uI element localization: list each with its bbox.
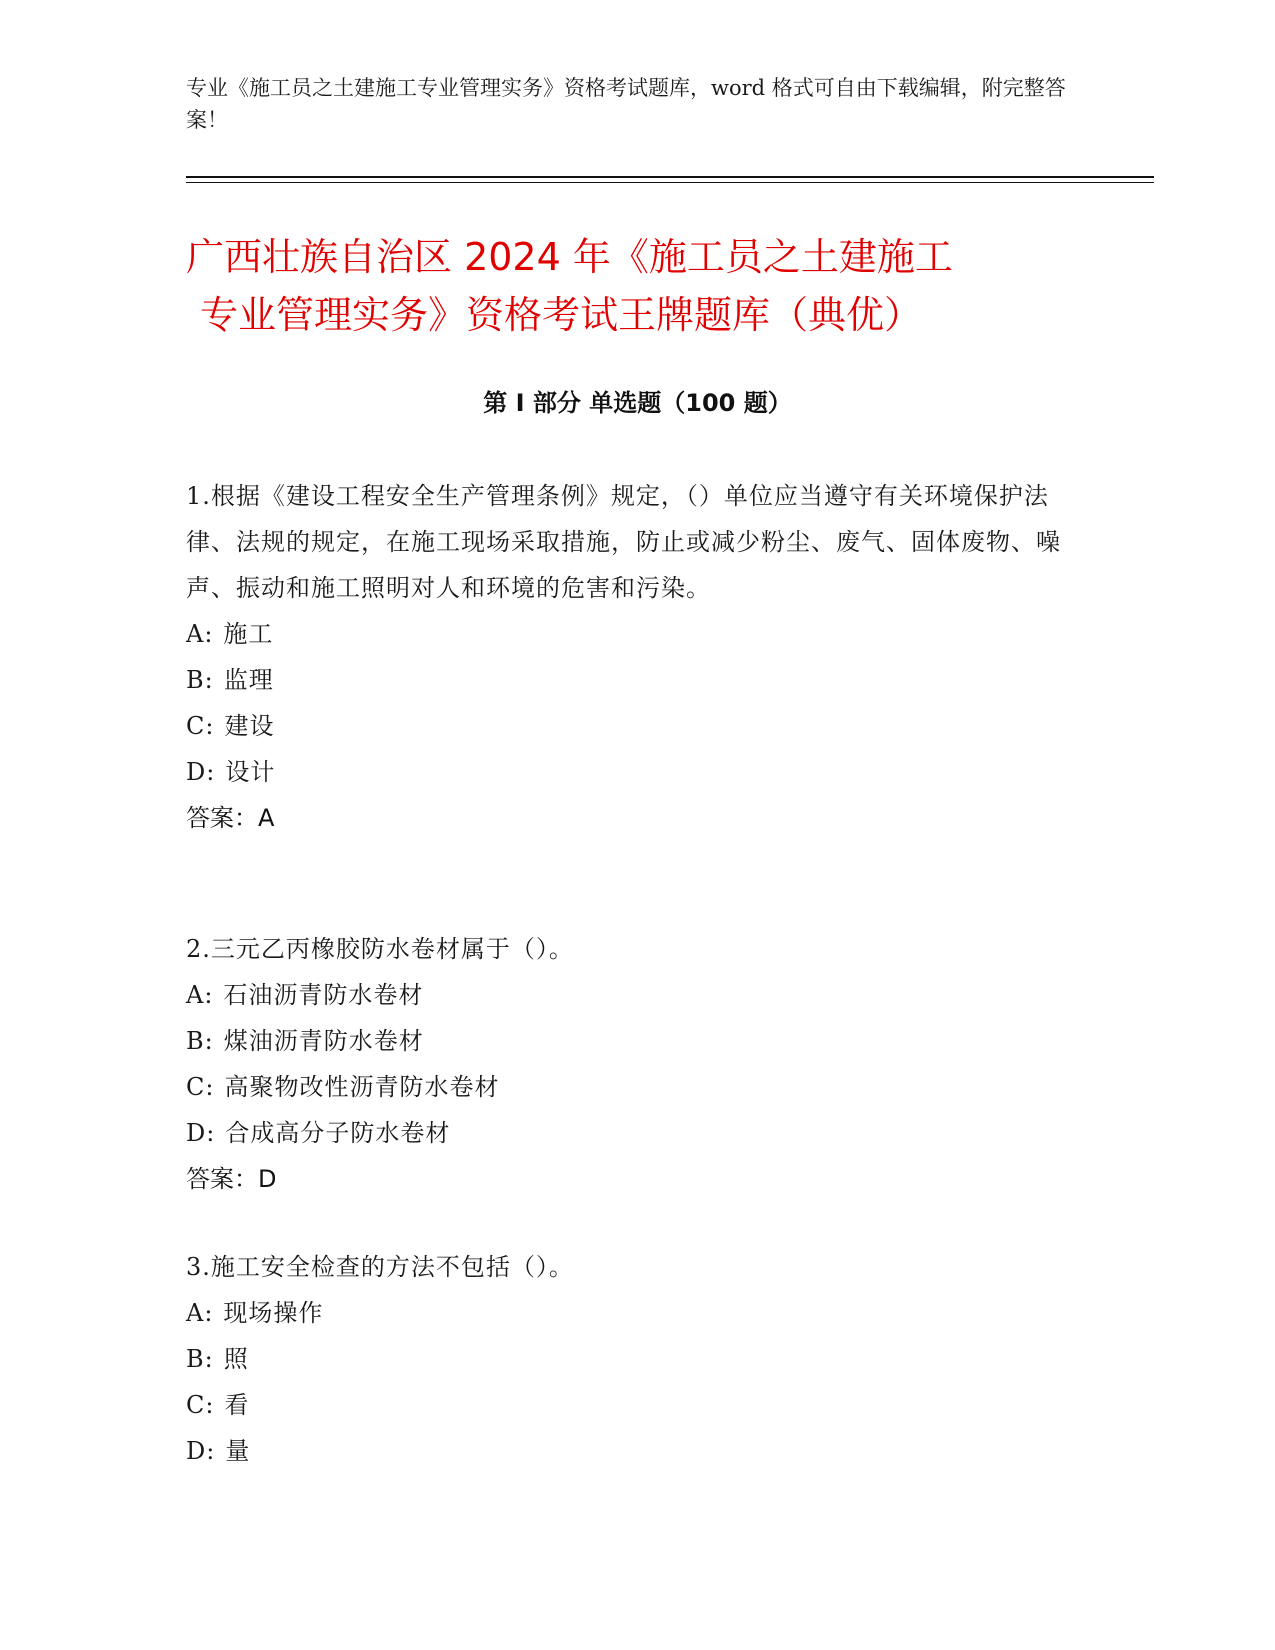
question-stem: 3.施工安全检查的方法不包括（）。 xyxy=(186,1253,574,1281)
option-b xyxy=(186,1018,1066,1064)
option-text: 高聚物改性沥青防水卷材 xyxy=(224,1073,500,1101)
question-3 xyxy=(186,1244,1066,1474)
option-text: 监理 xyxy=(223,666,274,694)
option-a xyxy=(186,972,1066,1018)
section-heading: 第 I 部分 单选题（100 题） xyxy=(483,389,792,417)
option-text: 煤油沥青防水卷材 xyxy=(223,1027,424,1055)
option-key: A: xyxy=(186,620,214,648)
option-key: C: xyxy=(186,1391,215,1419)
option-a xyxy=(186,611,1066,657)
option-key: D: xyxy=(186,758,216,786)
header-rule-thick xyxy=(186,176,1154,178)
option-d xyxy=(186,1110,1066,1156)
option-key: D: xyxy=(186,1119,216,1147)
title-line-2: 专业管理实务》资格考试王牌题库（典优） xyxy=(200,293,923,337)
question-2 xyxy=(186,926,1066,1202)
option-text: 照 xyxy=(223,1345,249,1373)
option-key: B: xyxy=(186,1027,214,1055)
title-line-1: 广西壮族自治区 2024 年《施工员之土建施工 xyxy=(186,235,953,279)
option-text: 合成高分子防水卷材 xyxy=(225,1119,451,1147)
option-key: A: xyxy=(186,1299,214,1327)
option-text: 石油沥青防水卷材 xyxy=(223,981,424,1009)
option-c xyxy=(186,1064,1066,1110)
option-a xyxy=(186,1290,1066,1336)
option-d xyxy=(186,1428,1066,1474)
answer: 答案：D xyxy=(186,1165,277,1193)
option-key: B: xyxy=(186,666,214,694)
option-d xyxy=(186,749,1066,795)
option-text: 设计 xyxy=(225,758,276,786)
option-b xyxy=(186,657,1066,703)
option-key: A: xyxy=(186,981,214,1009)
question-stem: 2.三元乙丙橡胶防水卷材属于（）。 xyxy=(186,935,574,963)
question-stem: 1.根据《建设工程安全生产管理条例》规定，（）单位应当遵守有关环境保护法律、法规的规定，在施工现场采取措施，防止或减少粉尘、废气、固体废物、噪声、振动和施工照明对人和环境的危害和污染。 xyxy=(186,482,1061,602)
option-text: 现场操作 xyxy=(223,1299,324,1327)
option-c xyxy=(186,1382,1066,1428)
option-text: 量 xyxy=(225,1437,251,1465)
option-text: 看 xyxy=(224,1391,250,1419)
option-text: 施工 xyxy=(223,620,274,648)
option-key: C: xyxy=(186,712,215,740)
option-key: D: xyxy=(186,1437,216,1465)
option-key: B: xyxy=(186,1345,214,1373)
header-rule-thin xyxy=(186,182,1154,183)
option-text: 建设 xyxy=(224,712,275,740)
option-b xyxy=(186,1336,1066,1382)
document-title xyxy=(186,228,1086,344)
answer: 答案：A xyxy=(186,804,275,832)
option-c xyxy=(186,703,1066,749)
header-note: 专业《施工员之土建施工专业管理实务》资格考试题库，word 格式可自由下载编辑，附完整答案！ xyxy=(186,76,1066,132)
option-key: C: xyxy=(186,1073,215,1101)
question-1 xyxy=(186,473,1066,841)
